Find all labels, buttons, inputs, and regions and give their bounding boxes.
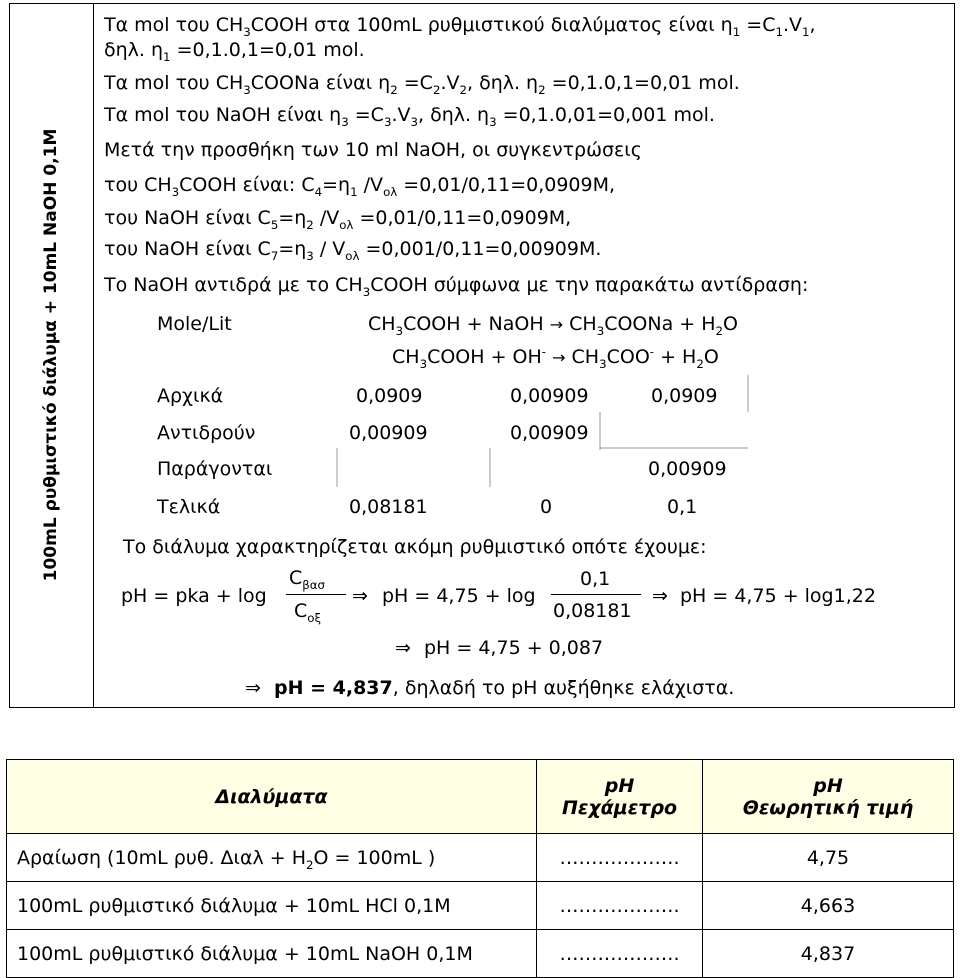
implies-icon: ⇒ (652, 585, 668, 607)
row-ph-meter: ………………. (537, 834, 703, 882)
react-label: Αντιδρούν (157, 422, 256, 444)
frac1-line (286, 594, 346, 595)
row-solution: 100mL ρυθμιστικό διάλυμα + 10mL HCl 0,1M (7, 882, 537, 930)
produced-label: Παράγονται (157, 458, 273, 480)
line-6: του $CH_3COOH$ είναι: $C_4=\eta_1$ $/V_{o\lambda} =0,01/0,11=0,0909M$, (104, 174, 616, 199)
arrow-icon: → (552, 348, 566, 367)
side-label: 100mL ρυθμιστικό διάλυμα + 10mL NaOH 0,1M (41, 128, 61, 582)
line-4: Τα mol του NaOH είναι $\eta_3 =C_3.V_3$, δηλ. $\eta_3 =0,1.0,01=0,001$ mol. (104, 104, 715, 129)
header-ph-theoretical: pH Θεωρητική τιμή (703, 760, 954, 834)
initial-1: 0,0909 (356, 385, 423, 407)
row-ph-meter: ………………. (537, 930, 703, 978)
produced-1: 0,00909 (648, 458, 727, 480)
final-3: 0,1 (667, 496, 698, 518)
line-9: Το NaOH αντιδρά με το $CH_3COOH$ σύμφωνα με την παρακάτω αντίδραση: (104, 274, 809, 299)
eq-lhs: pH = pka + log (121, 585, 267, 607)
mole-label: Mole/Lit (157, 313, 232, 335)
frac2-line (551, 594, 641, 595)
line-5: Μετά την προσθήκη των 10 ml NaOH, οι συγκεντρώσεις (104, 139, 642, 161)
table-row (7, 882, 954, 930)
row-ph-theoretical: 4,663 (703, 882, 954, 930)
line-3: Τα mol του $CH_3COONa$ είναι $\eta_2 =C_2.V_2$, δηλ. $\eta_2 =0,1.0,1=0,01$ mol. (104, 72, 740, 97)
eq-mid: pH = 4,75 + log (382, 585, 536, 607)
reaction-1: $CH_3COOH$ + NaOH → $CH_3COONa + H_2O$ (368, 313, 738, 338)
eq-final: pH = 4,837, δηλαδή το pH αυξήθηκε ελάχιστα. (274, 677, 735, 699)
frac2-num: 0,1 (580, 568, 611, 590)
final-2: 0 (540, 496, 553, 518)
row-solution: Αραίωση (10mL ρυθ. $\Delta\iota\alpha\lambda + H_2O = 100mL$ ) (7, 834, 537, 882)
header-solutions: Διαλύματα (7, 760, 537, 834)
initial-2: 0,00909 (510, 385, 589, 407)
eq-line2: pH = 4,75 + 0,087 (424, 637, 604, 659)
header-ph-meter: pH Πεχάμετρο (537, 760, 703, 834)
results-table (6, 759, 954, 978)
final-1: 0,08181 (349, 496, 428, 518)
line-1: Τα mol του $CH_3COOH$ στα 100mL ρυθμιστικού διαλύματος είναι $\eta_1 =C_1.V_1$, (104, 14, 816, 39)
final-label: Τελικά (157, 496, 221, 518)
table-row (7, 834, 954, 882)
frac1-den: $C_{o\xi}$ (294, 600, 322, 625)
row-solution: 100mL ρυθμιστικό διάλυμα + 10mL NaOH 0,1M (7, 930, 537, 978)
line-7: του NaOH είναι $C_5=\eta_2$ $/V_{o\lambda} =0,01/0,11=0,0909M$, (104, 207, 572, 232)
row-ph-theoretical: 4,837 (703, 930, 954, 978)
reaction-2: $CH_3COOH + OH^- \to CH_3COO^- + H_2O$ (392, 344, 719, 371)
initial-3: 0,0909 (651, 385, 718, 407)
line-8: του NaOH είναι $C_7=\eta_3 / V_{o\lambda} =0,001/0,11=0,00909M$. (104, 238, 602, 263)
line-2: δηλ. $\eta_1 =0,1.0,1=0,01$ mol. (104, 39, 365, 64)
implies-icon: ⇒ (352, 585, 368, 607)
eq-rhs: pH = 4,75 + log1,22 (680, 585, 876, 607)
initial-label: Αρχικά (157, 385, 224, 407)
implies-icon: ⇒ (245, 677, 261, 699)
frac2-den: 0,08181 (553, 600, 632, 622)
row-ph-theoretical: 4,75 (703, 834, 954, 882)
table-row (7, 930, 954, 978)
frac1-num: $C_{\beta\alpha\sigma}$ (289, 567, 326, 592)
table-header-row (7, 760, 954, 834)
row-ph-meter: ………………. (537, 882, 703, 930)
conclusion: Το διάλυμα χαρακτηρίζεται ακόμη ρυθμιστικό οπότε έχουμε: (123, 536, 707, 558)
implies-icon: ⇒ (395, 637, 411, 659)
arrow-icon: → (549, 315, 564, 334)
react-1: 0,00909 (349, 422, 428, 444)
react-2: 0,00909 (510, 422, 589, 444)
